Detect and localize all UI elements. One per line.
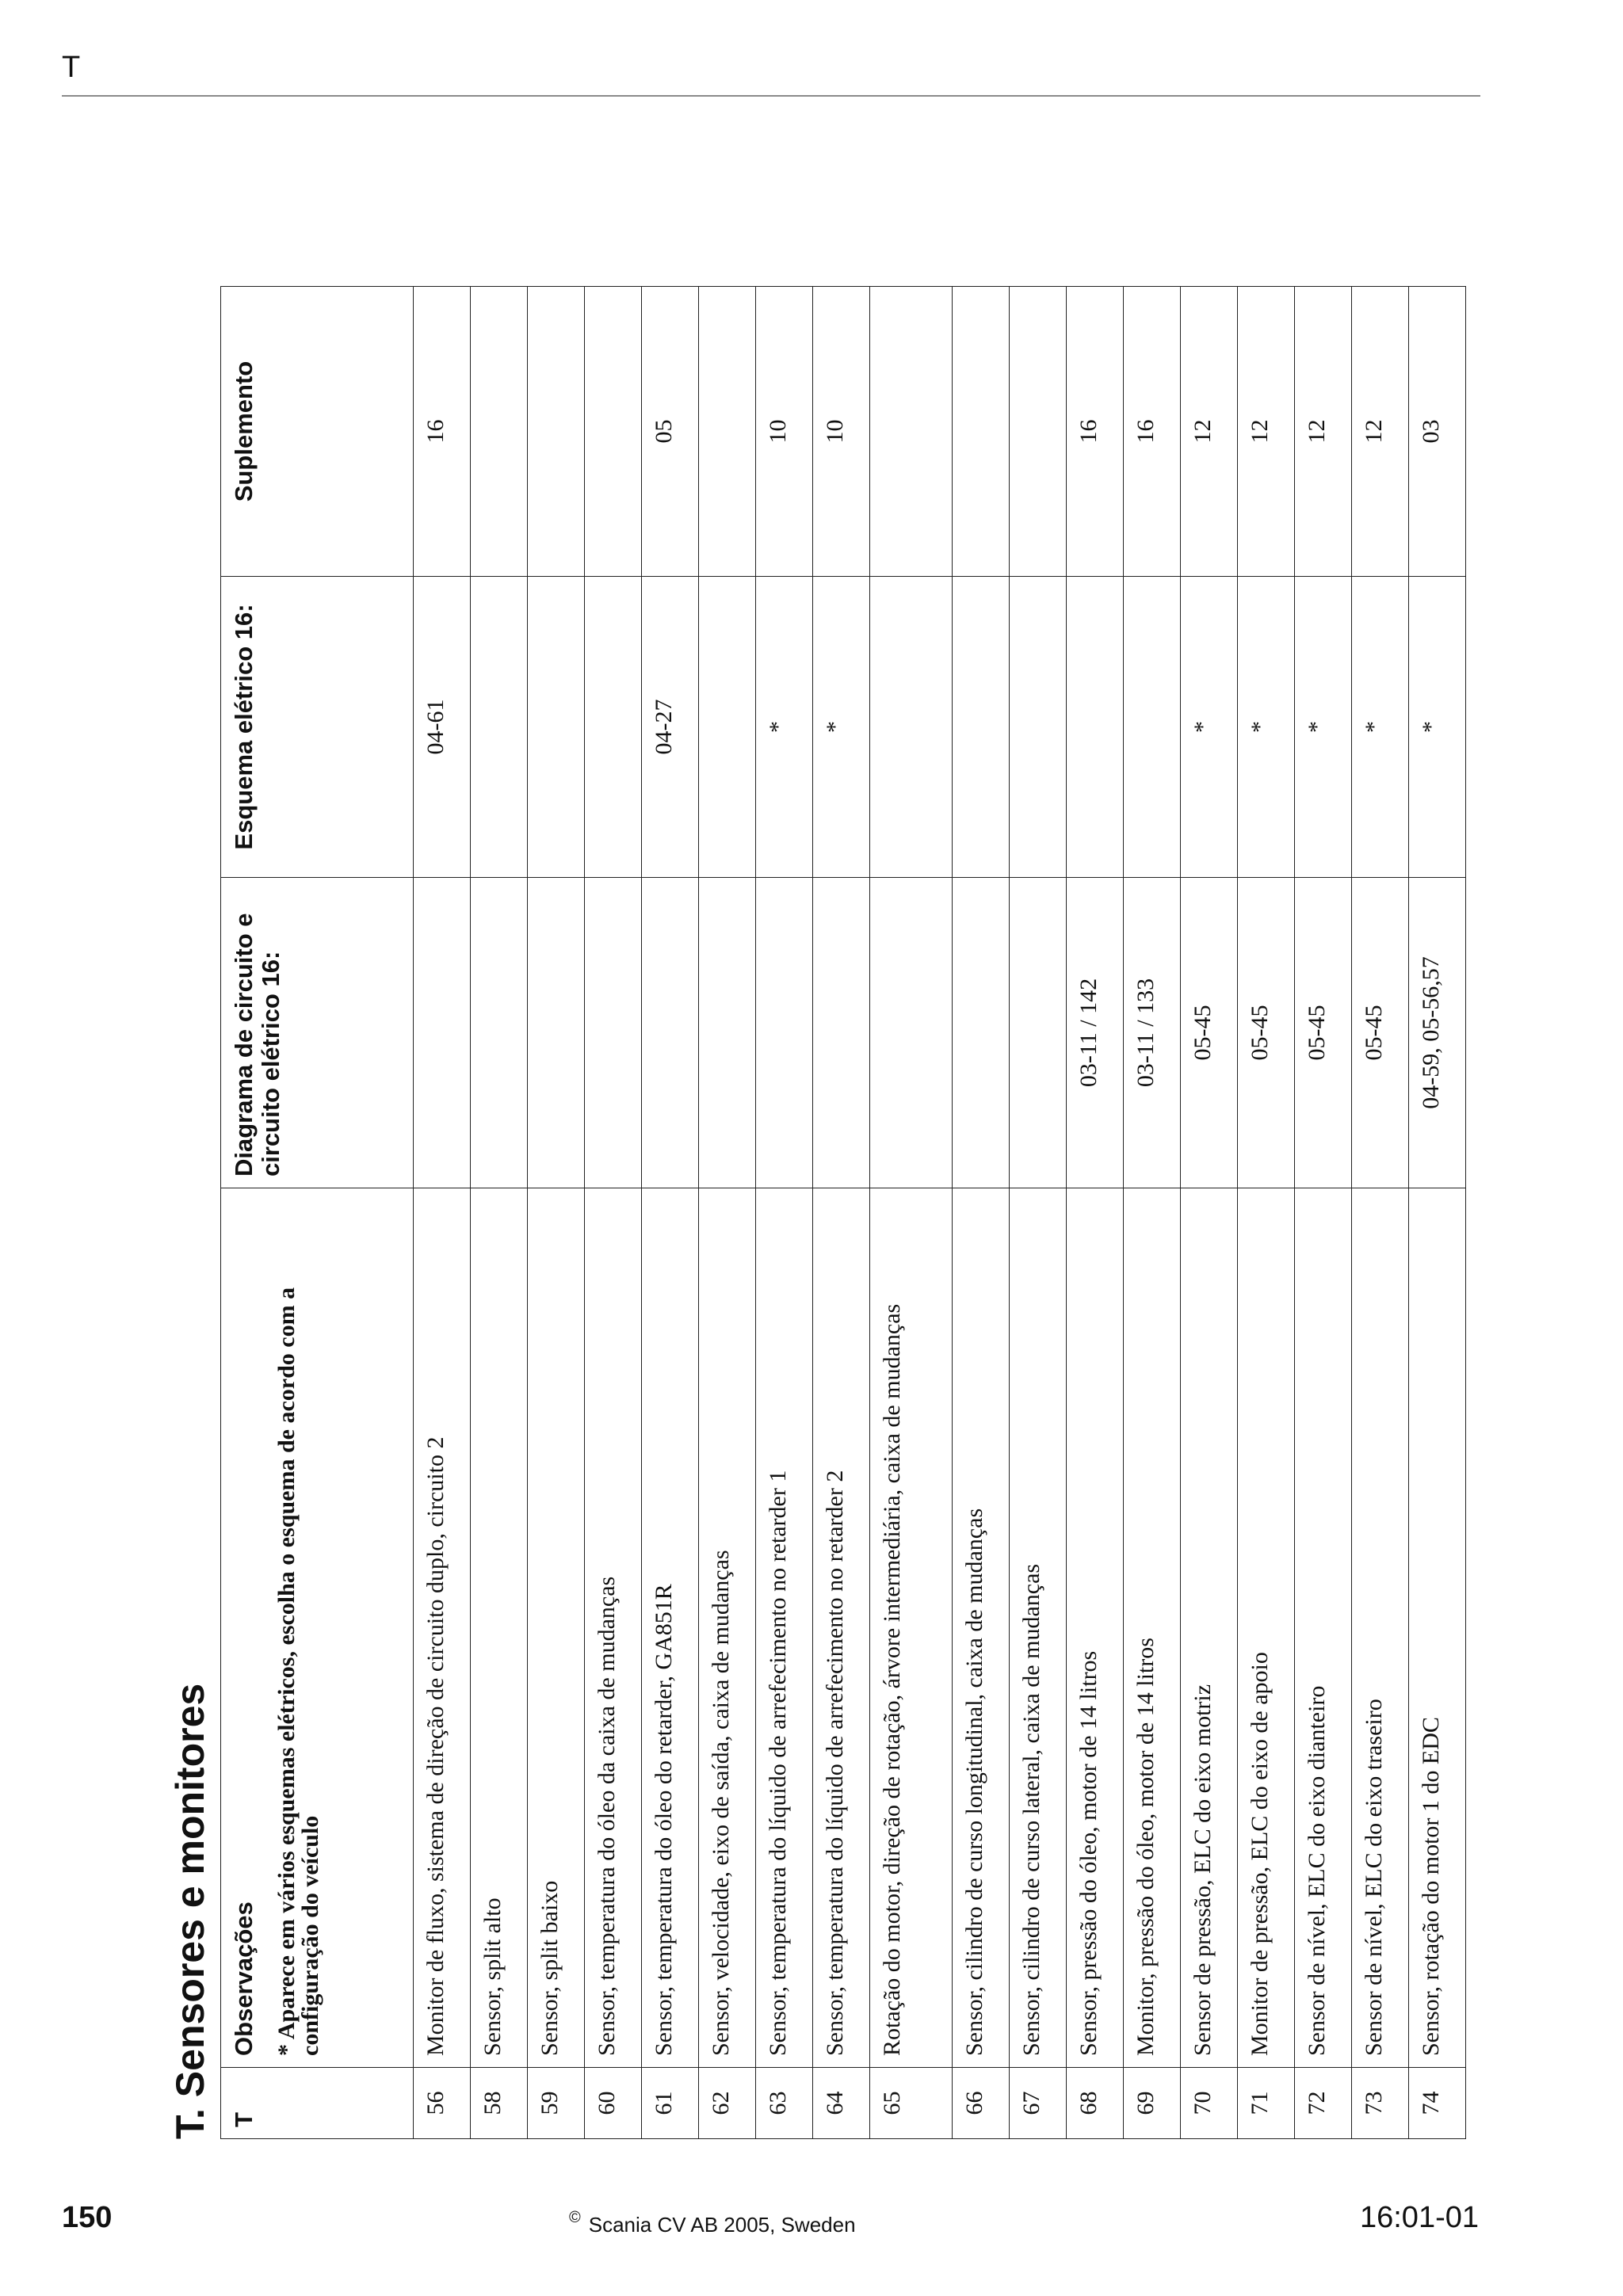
cell-suplemento: 10 <box>756 287 813 577</box>
table-row <box>1010 287 1067 2139</box>
cell-t: 65 <box>870 2068 953 2139</box>
cell-diagrama: 04-59, 05-56,57 <box>1409 878 1466 1188</box>
cell-suplemento <box>471 287 528 577</box>
footer-page-number: 150 <box>62 2201 113 2234</box>
table-row <box>870 287 953 2139</box>
cell-diagrama <box>642 878 699 1188</box>
cell-suplemento: 16 <box>1124 287 1181 577</box>
table-header-row <box>221 287 414 2139</box>
cell-diagrama <box>870 878 953 1188</box>
cell-observacoes: Sensor, temperatura do óleo da caixa de mudanças <box>585 1188 642 2068</box>
cell-diagrama: 03-11 / 142 <box>1067 878 1124 1188</box>
cell-diagrama <box>414 878 471 1188</box>
cell-esquema <box>1067 577 1124 878</box>
cell-diagrama: 05-45 <box>1181 878 1238 1188</box>
cell-observacoes: Sensor, temperatura do líquido de arrefecimento no retarder 1 <box>756 1188 813 2068</box>
cell-suplemento: 12 <box>1352 287 1409 577</box>
cell-esquema: 04-27 <box>642 577 699 878</box>
cell-observacoes: Sensor de pressão, ELC do eixo motriz <box>1181 1188 1238 2068</box>
cell-esquema <box>870 577 953 878</box>
cell-observacoes: Sensor, pressão do óleo, motor de 14 litros <box>1067 1188 1124 2068</box>
cell-esquema <box>1124 577 1181 878</box>
cell-diagrama <box>1010 878 1067 1188</box>
table-row <box>1409 287 1466 2139</box>
table-row <box>1352 287 1409 2139</box>
column-header-esquema: Esquema elétrico 16: <box>221 577 414 878</box>
cell-suplemento: 12 <box>1238 287 1295 577</box>
cell-esquema: * <box>813 577 870 878</box>
cell-observacoes: Sensor, temperatura do líquido de arrefecimento no retarder 2 <box>813 1188 870 2068</box>
table-row <box>1181 287 1238 2139</box>
cell-esquema: * <box>756 577 813 878</box>
table-row <box>528 287 585 2139</box>
column-header-suplemento: Suplemento <box>221 287 414 577</box>
table-body <box>414 287 1466 2139</box>
cell-observacoes: Monitor de fluxo, sistema de direção de circuito duplo, circuito 2 <box>414 1188 471 2068</box>
cell-observacoes: Sensor de nível, ELC do eixo dianteiro <box>1295 1188 1352 2068</box>
cell-observacoes: Sensor, temperatura do óleo do retarder, GA851R <box>642 1188 699 2068</box>
cell-esquema: * <box>1295 577 1352 878</box>
cell-suplemento: 03 <box>1409 287 1466 577</box>
cell-esquema <box>699 577 756 878</box>
cell-esquema: * <box>1352 577 1409 878</box>
cell-t: 68 <box>1067 2068 1124 2139</box>
column-header-t: T <box>221 2068 414 2139</box>
cell-observacoes: Sensor, rotação do motor 1 do EDC <box>1409 1188 1466 2068</box>
cell-esquema: * <box>1238 577 1295 878</box>
copyright-text: Scania CV AB 2005, Sweden <box>588 2213 856 2237</box>
cell-esquema <box>953 577 1010 878</box>
cell-diagrama <box>471 878 528 1188</box>
cell-diagrama <box>953 878 1010 1188</box>
table-row <box>585 287 642 2139</box>
cell-t: 67 <box>1010 2068 1067 2139</box>
observacoes-note: * Aparece em vários esquemas elétricos, escolha o esquema de acordo com a configuração do veículo <box>273 1287 323 2056</box>
table-row <box>1067 287 1124 2139</box>
cell-esquema <box>471 577 528 878</box>
cell-observacoes: Monitor, pressão do óleo, motor de 14 litros <box>1124 1188 1181 2068</box>
cell-suplemento: 05 <box>642 287 699 577</box>
cell-esquema <box>528 577 585 878</box>
cell-diagrama <box>699 878 756 1188</box>
cell-suplemento <box>528 287 585 577</box>
cell-t: 69 <box>1124 2068 1181 2139</box>
cell-suplemento <box>585 287 642 577</box>
cell-esquema <box>585 577 642 878</box>
cell-suplemento: 16 <box>1067 287 1124 577</box>
table-row <box>813 287 870 2139</box>
cell-observacoes: Monitor de pressão, ELC do eixo de apoio <box>1238 1188 1295 2068</box>
table-row <box>1295 287 1352 2139</box>
table-row <box>642 287 699 2139</box>
cell-diagrama <box>585 878 642 1188</box>
table-row <box>471 287 528 2139</box>
cell-suplemento <box>1010 287 1067 577</box>
cell-observacoes: Rotação do motor, direção de rotação, árvore intermediária, caixa de mudanças <box>870 1188 953 2068</box>
cell-t: 64 <box>813 2068 870 2139</box>
table-row <box>1124 287 1181 2139</box>
copyright-symbol: © <box>569 2209 581 2226</box>
cell-t: 62 <box>699 2068 756 2139</box>
cell-esquema: * <box>1409 577 1466 878</box>
cell-observacoes: Sensor, velocidade, eixo de saída, caixa de mudanças <box>699 1188 756 2068</box>
cell-diagrama: 03-11 / 133 <box>1124 878 1181 1188</box>
cell-t: 63 <box>756 2068 813 2139</box>
cell-diagrama <box>528 878 585 1188</box>
cell-esquema: 04-61 <box>414 577 471 878</box>
cell-esquema <box>1010 577 1067 878</box>
table-row <box>1238 287 1295 2139</box>
cell-t: 66 <box>953 2068 1010 2139</box>
cell-t: 59 <box>528 2068 585 2139</box>
cell-suplemento <box>953 287 1010 577</box>
cell-t: 61 <box>642 2068 699 2139</box>
cell-suplemento: 10 <box>813 287 870 577</box>
cell-esquema: * <box>1181 577 1238 878</box>
cell-t: 74 <box>1409 2068 1466 2139</box>
cell-observacoes: Sensor, cilindro de curso longitudinal, caixa de mudanças <box>953 1188 1010 2068</box>
cell-observacoes: Sensor, split alto <box>471 1188 528 2068</box>
cell-observacoes: Sensor de nível, ELC do eixo traseiro <box>1352 1188 1409 2068</box>
table-row <box>414 287 471 2139</box>
cell-suplemento: 16 <box>414 287 471 577</box>
cell-suplemento: 12 <box>1295 287 1352 577</box>
rotated-content <box>166 317 1514 2139</box>
column-header-diagrama: Diagrama de circuito e circuito elétrico 16: <box>221 878 414 1188</box>
cell-observacoes: Sensor, cilindro de curso lateral, caixa de mudanças <box>1010 1188 1067 2068</box>
cell-t: 60 <box>585 2068 642 2139</box>
table-row <box>699 287 756 2139</box>
cell-diagrama: 05-45 <box>1238 878 1295 1188</box>
column-header-observacoes <box>221 1188 414 2068</box>
cell-t: 71 <box>1238 2068 1295 2139</box>
footer-copyright <box>569 2209 856 2237</box>
cell-suplemento <box>699 287 756 577</box>
cell-t: 73 <box>1352 2068 1409 2139</box>
cell-suplemento <box>870 287 953 577</box>
table-row <box>756 287 813 2139</box>
cell-t: 70 <box>1181 2068 1238 2139</box>
header-letter: T <box>62 51 81 84</box>
cell-t: 72 <box>1295 2068 1352 2139</box>
cell-t: 56 <box>414 2068 471 2139</box>
table-row <box>953 287 1010 2139</box>
cell-observacoes: Sensor, split baixo <box>528 1188 585 2068</box>
header-rule <box>62 95 1480 97</box>
sensors-table <box>220 286 1466 2139</box>
cell-diagrama <box>813 878 870 1188</box>
footer-doc-code: 16:01-01 <box>1359 2201 1479 2234</box>
cell-t: 58 <box>471 2068 528 2139</box>
section-title: T. Sensores e monitores <box>168 1683 212 2139</box>
cell-diagrama: 05-45 <box>1295 878 1352 1188</box>
cell-diagrama <box>756 878 813 1188</box>
observacoes-label: Observações <box>230 1901 258 2056</box>
cell-suplemento: 12 <box>1181 287 1238 577</box>
cell-diagrama: 05-45 <box>1352 878 1409 1188</box>
